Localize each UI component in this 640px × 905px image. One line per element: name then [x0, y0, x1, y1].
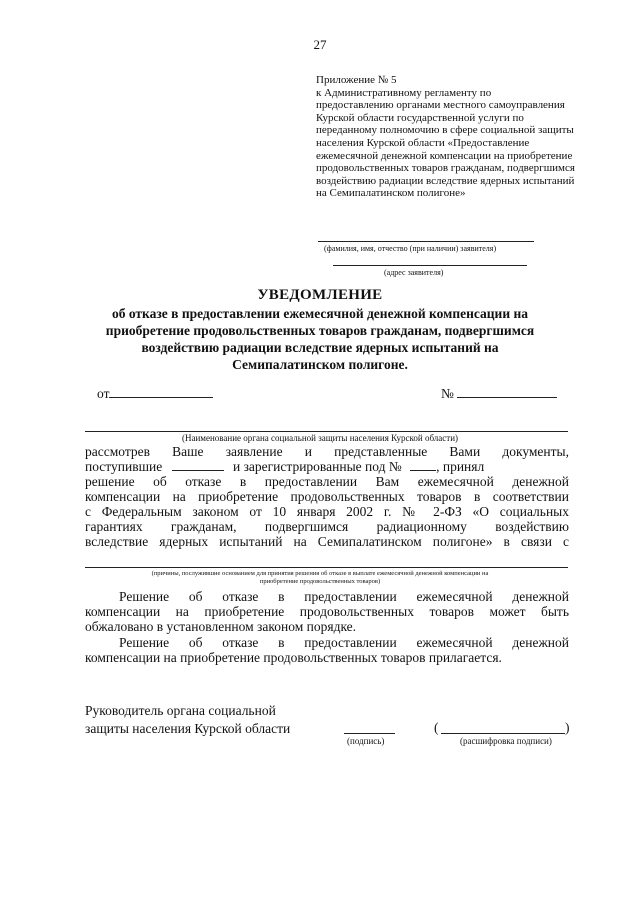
decision-paragraph — [85, 444, 569, 564]
paragraph-line: гарантиях гражданам, подвергшимся радиационному воздействию — [85, 519, 569, 534]
attachment-paragraph — [85, 635, 569, 669]
number-label: № — [441, 386, 454, 401]
appendix-line: ежемесячной денежной компенсации на приобретение — [316, 149, 573, 162]
paragraph-line: компенсации на приобретение продовольственных товаров прилагается. — [85, 650, 502, 665]
applicant-address-caption: (адрес заявителя) — [384, 268, 444, 277]
appendix-line: продовольственных товаров гражданам, подвергшимся — [316, 162, 575, 175]
paragraph-line: компенсации на приобретение продовольственных товаров может быть — [85, 604, 569, 619]
received-date-blank[interactable] — [172, 470, 224, 471]
appendix-line: предоставлению органами местного самоуправления — [316, 99, 565, 112]
signature-caption: (подпись) — [347, 736, 385, 746]
received-text-1: поступившие — [85, 459, 163, 474]
reasons-caption-line: приобретение продовольственных товаров) — [259, 578, 381, 585]
received-text-2: и зарегистрированные под № — [232, 459, 402, 474]
received-text-3: , принял — [436, 459, 485, 474]
paragraph-line: решение об отказе в предоставлении Вам ежемесячной денежной — [85, 474, 569, 489]
received-line — [85, 459, 569, 474]
paragraph-line: Решение об отказе в предоставлении ежемесячной денежной — [119, 589, 569, 604]
paragraph-line: с Федеральным законом от 10 января 2002 г. № 2-ФЗ «О социальных — [85, 504, 569, 519]
from-field — [97, 386, 213, 401]
date-blank[interactable] — [109, 397, 213, 398]
signature-decoding-line[interactable] — [441, 733, 565, 734]
appendix-line: населения Курской области «Предоставление — [316, 136, 530, 149]
appendix-line: переданному полномочию в сфере социальной защиты — [316, 124, 574, 137]
decoding-caption: (расшифровка подписи) — [460, 736, 552, 746]
from-label: от — [97, 386, 110, 401]
signature-line[interactable] — [344, 733, 395, 734]
appendix-line: к Административному регламенту по — [316, 86, 492, 99]
appendix-line: Приложение № 5 — [316, 74, 397, 86]
organ-caption: (Наименование органа социальной защиты населения Курской области) — [181, 433, 459, 443]
subtitle-line: об отказе в предоставлении ежемесячной денежной компенсации на — [111, 306, 529, 321]
appendix-line: воздействию радиации вследствие ядерных испытаний — [316, 174, 575, 187]
appendix-line: Курской области государственной услуги по — [316, 111, 524, 124]
paren-open: ( — [434, 720, 439, 735]
head-title — [85, 702, 290, 738]
appeal-paragraph — [85, 589, 569, 637]
applicant-name-line[interactable] — [318, 241, 534, 242]
subtitle-line: приобретение продовольственных товаров гражданам, подвергшимся — [105, 323, 535, 338]
applicant-name-caption: (фамилия, имя, отчество (при наличии) заявителя) — [324, 244, 497, 253]
head-title-line: Руководитель органа социальной — [85, 703, 276, 718]
organ-name-line[interactable] — [85, 431, 568, 432]
notice-subtitle — [0, 305, 640, 373]
reasons-caption-line: (причины, послужившие основанием для принятия решения об отказе в выплате ежемесячной денежной компенсации на — [151, 570, 489, 577]
head-title-line: защиты населения Курской области — [85, 721, 291, 736]
subtitle-line: Семипалатинском полигоне. — [232, 357, 408, 372]
paren-close: ) — [565, 720, 570, 735]
paragraph-line: обжаловано в установленном законом порядке. — [85, 619, 357, 634]
paragraph-line: рассмотрев Ваше заявление и представленные Вами документы, — [85, 444, 569, 459]
paragraph-line: Решение об отказе в предоставлении ежемесячной денежной — [119, 635, 569, 650]
appendix-header — [316, 74, 606, 200]
applicant-address-line[interactable] — [333, 265, 527, 266]
reasons-caption — [0, 570, 640, 586]
number-blank[interactable] — [457, 397, 557, 398]
subtitle-line: воздействию радиации вследствие ядерных испытаний на — [141, 340, 499, 355]
paragraph-line: компенсации на приобретение продовольственных товаров в соответствии — [85, 489, 569, 504]
appendix-line: на Семипалатинском полигоне» — [316, 187, 466, 200]
reasons-line[interactable] — [85, 567, 568, 568]
registration-number-blank[interactable] — [410, 470, 436, 471]
paragraph-line: вследствие ядерных испытаний на Семипалатинском полигоне» в связи с — [85, 534, 569, 549]
number-field — [441, 386, 557, 401]
notice-title: УВЕДОМЛЕНИЕ — [257, 287, 383, 303]
page-number: 27 — [313, 37, 327, 52]
